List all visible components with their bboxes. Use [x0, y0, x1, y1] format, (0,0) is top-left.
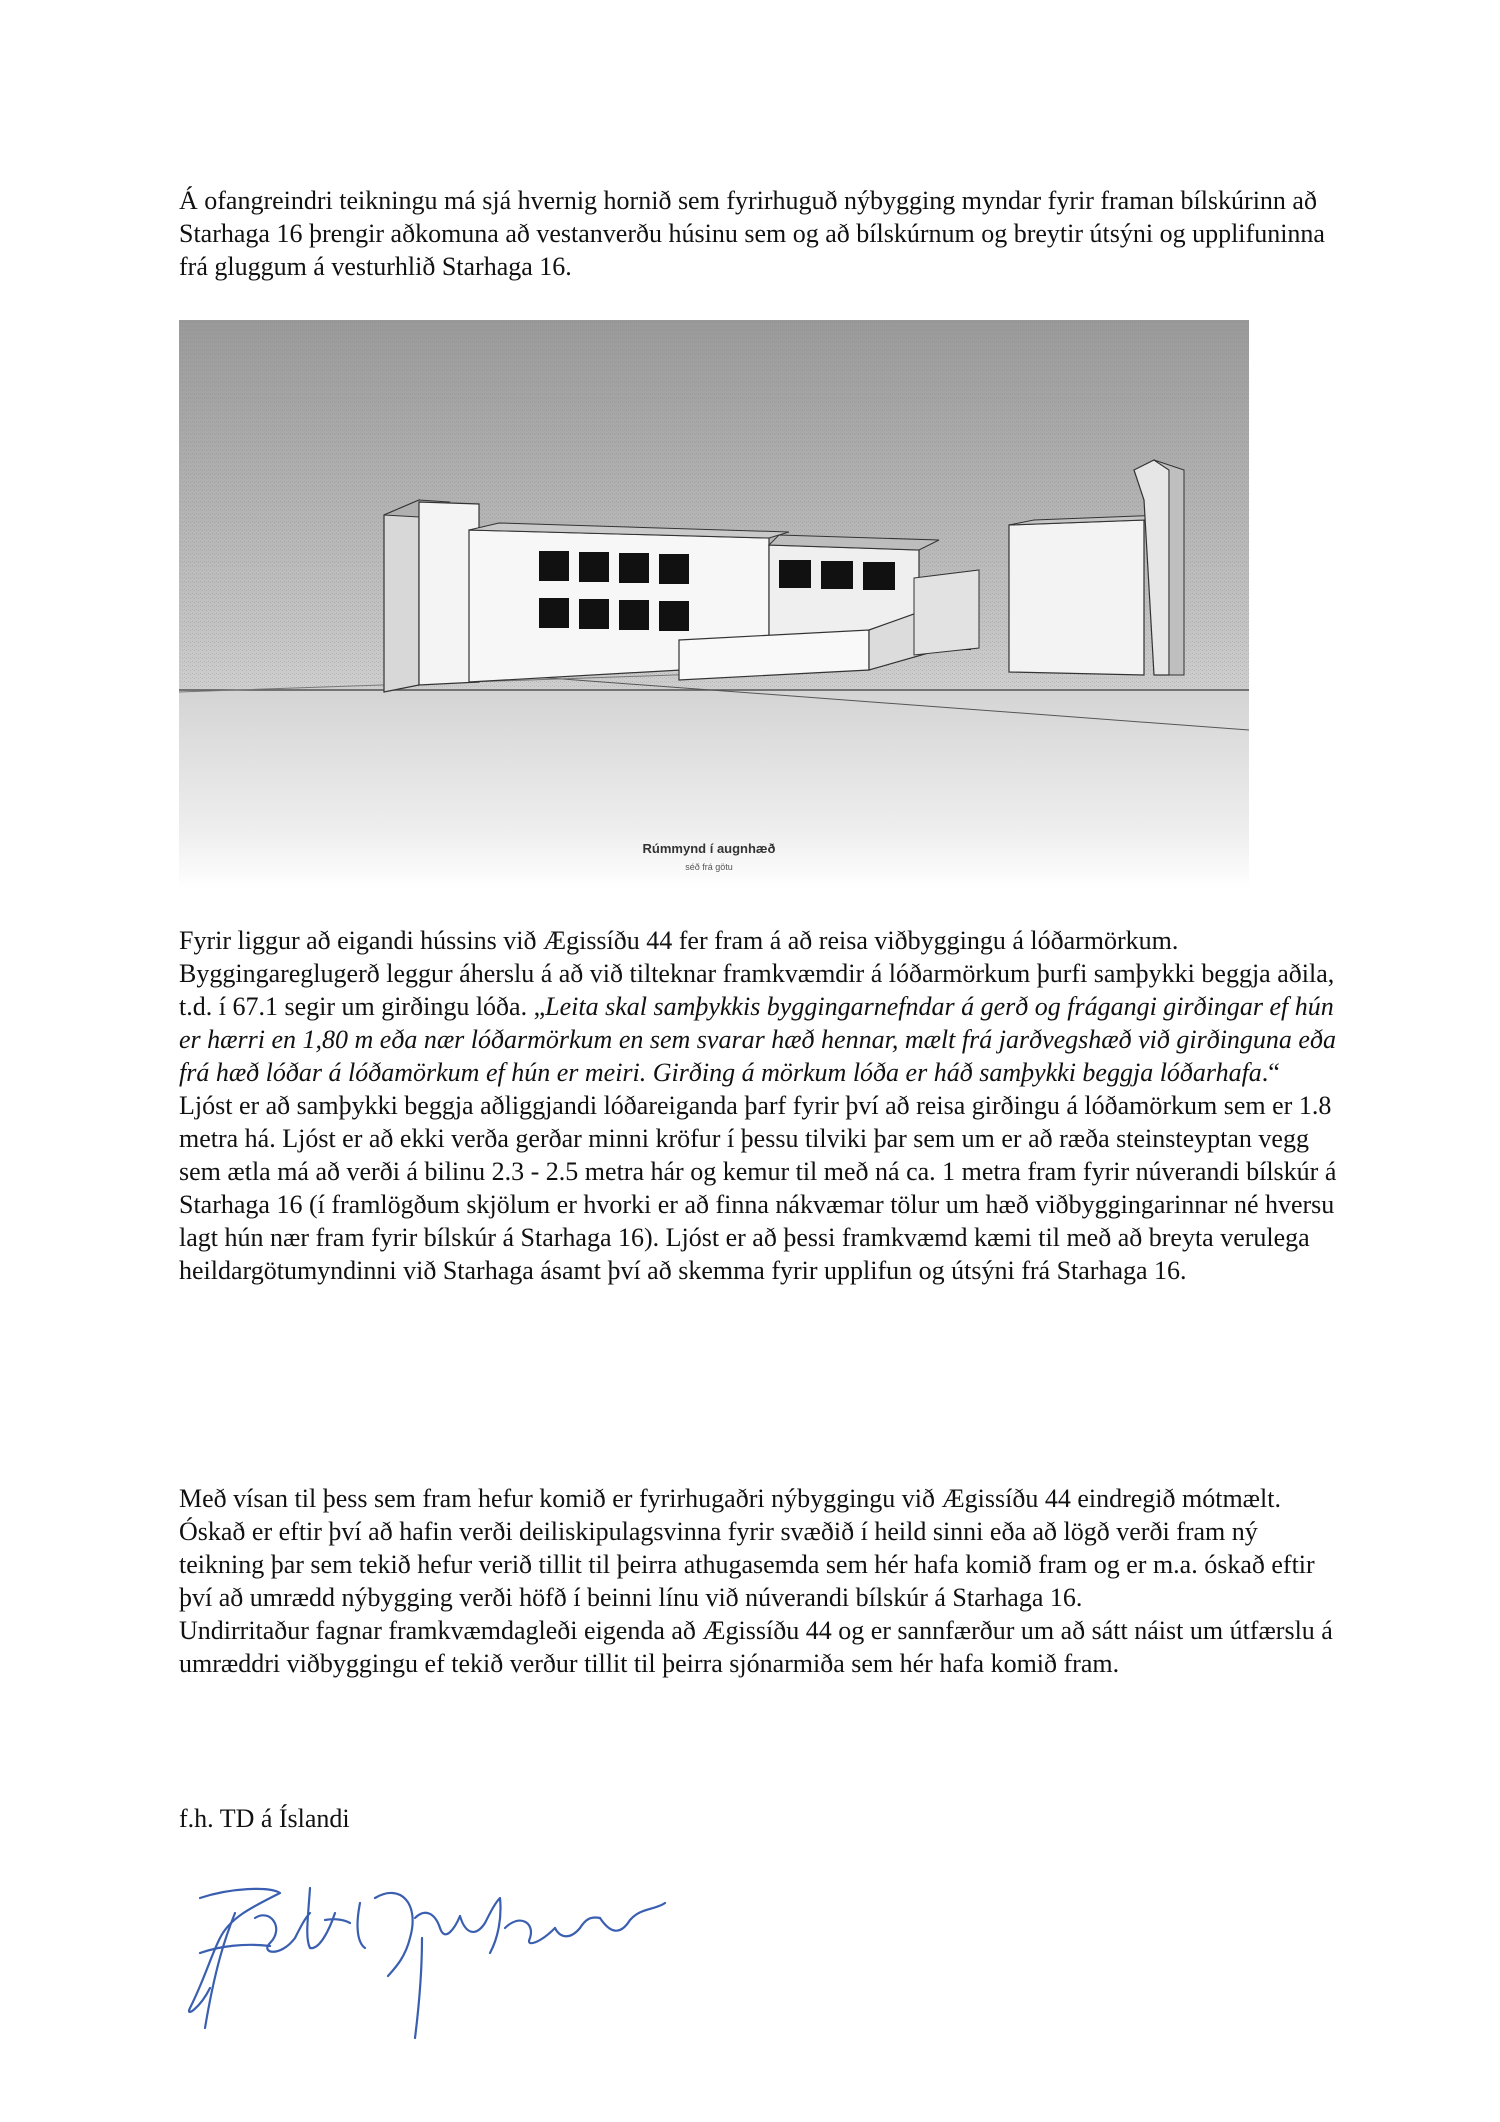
window [539, 598, 569, 628]
handwritten-signature [160, 1858, 700, 2048]
left-block-side [384, 500, 419, 692]
paragraph-regulation [179, 924, 1339, 1287]
building-illustration [179, 320, 1249, 890]
window [619, 553, 649, 583]
window [659, 601, 689, 631]
paragraph-text: Á ofangreindri teikningu má sjá hvernig hornið sem fyrirhuguð nýbygging myndar fyrir framan bílskúrinn að Starhaga 16 þrengir aðkomuna að vestanverðu húsinu sem og að bílskúrnum og breytir útsýni og upplifuninna frá gluggum á vesturhlið Starhaga 16. [179, 186, 1325, 281]
paragraph-text: Ljóst er að samþykki beggja aðliggjandi lóðareiganda þarf fyrir því að reisa girðingu á lóðamörkum sem er 1.8 metra há. Ljóst er að ekki verða gerðar minni kröfur í þessu tilviki þar sem um er að ræða steinsteyptan vegg sem ætla má að verði á bilinu 2.3 - 2.5 metra hár og kemur til með ná ca. 1 metra fram fyrir núverandi bílskúr á Starhaga 16 (í framlögðum skjölum er hvorki er að finna nákvæmar tölur um hæð viðbyggingarinnar né hversu lagt hún nær fram fyrir bílskúr á Starhaga 16). Ljóst er að þessi framkvæmd kæmi til með að breyta verulega heildargötumyndinni við Starhaga ásamt því að skemma fyrir upplifun og útsýni frá Starhaga 16. [179, 1091, 1337, 1285]
right-block-front [1009, 520, 1144, 675]
window [779, 560, 811, 588]
window [659, 554, 689, 584]
paragraph-text: Með vísan til þess sem fram hefur komið er fyrirhugaðri nýbyggingu við Ægissíðu 44 eindregið mótmælt. Óskað er eftir því að hafin verði deiliskipulagsvinna fyrir svæðið í heild sinni eða að lögð verði fram ný teikning þar sem tekið hefur verið tillit til þeirra athugasemda sem hér hafa komið fram og er m.a. óskað eftir því að umrædd nýbygging verði höfð í beinni línu við núverandi bílskúr á Starhaga 16. [179, 1484, 1315, 1612]
window [821, 561, 853, 589]
window [539, 551, 569, 581]
paragraph-objection [179, 1482, 1339, 1680]
closing-line [179, 1802, 1339, 1835]
regulation-quote-end: .“ [1261, 1058, 1280, 1087]
figure-caption-title: Rúmmynd í augnhæð [642, 841, 776, 856]
paragraph-text [179, 924, 1339, 1089]
ground-plane [179, 690, 1249, 890]
window [619, 600, 649, 630]
window [579, 552, 609, 582]
closing-text: f.h. TD á Íslandi [179, 1804, 350, 1833]
paragraph-intro [179, 184, 1339, 283]
window [863, 562, 895, 590]
right-wall [914, 570, 979, 655]
regulation-quote: Leita skal samþykkis byggingarnefndar á gerð og frágangi girðingar ef hún er hærri en 1,80 m eða nær lóðarmörkum en sem svarar hæð hennar, mælt frá jarðvegshæð við girðinguna eða frá hæð lóðar á lóðamörkum ef hún er meiri. Girðing á mörkum lóða er háð samþykki beggja lóðarhafa [179, 992, 1336, 1087]
regulation-intro: Fyrir liggur að eigandi hússins við Ægissíðu 44 fer fram á að reisa viðbyggingu á lóðarmörkum. Byggingareglugerð leggur áherslu á að við tilteknar framkvæmdir á lóðarmörkum þurfi samþykki beggja aðila, t.d. í 67.1 segir um girðingu lóða. „ [179, 926, 1335, 1021]
window [579, 599, 609, 629]
figure-caption-subtitle: séð frá götu [685, 862, 733, 872]
paragraph-text: Undirritaður fagnar framkvæmdagleði eigenda að Ægissíðu 44 og er sannfærður um að sátt náist um útfærslu á umræddri viðbyggingu ef tekið verður tillit til þeirra sjónarmiða sem hér hafa komið fram. [179, 1616, 1333, 1678]
